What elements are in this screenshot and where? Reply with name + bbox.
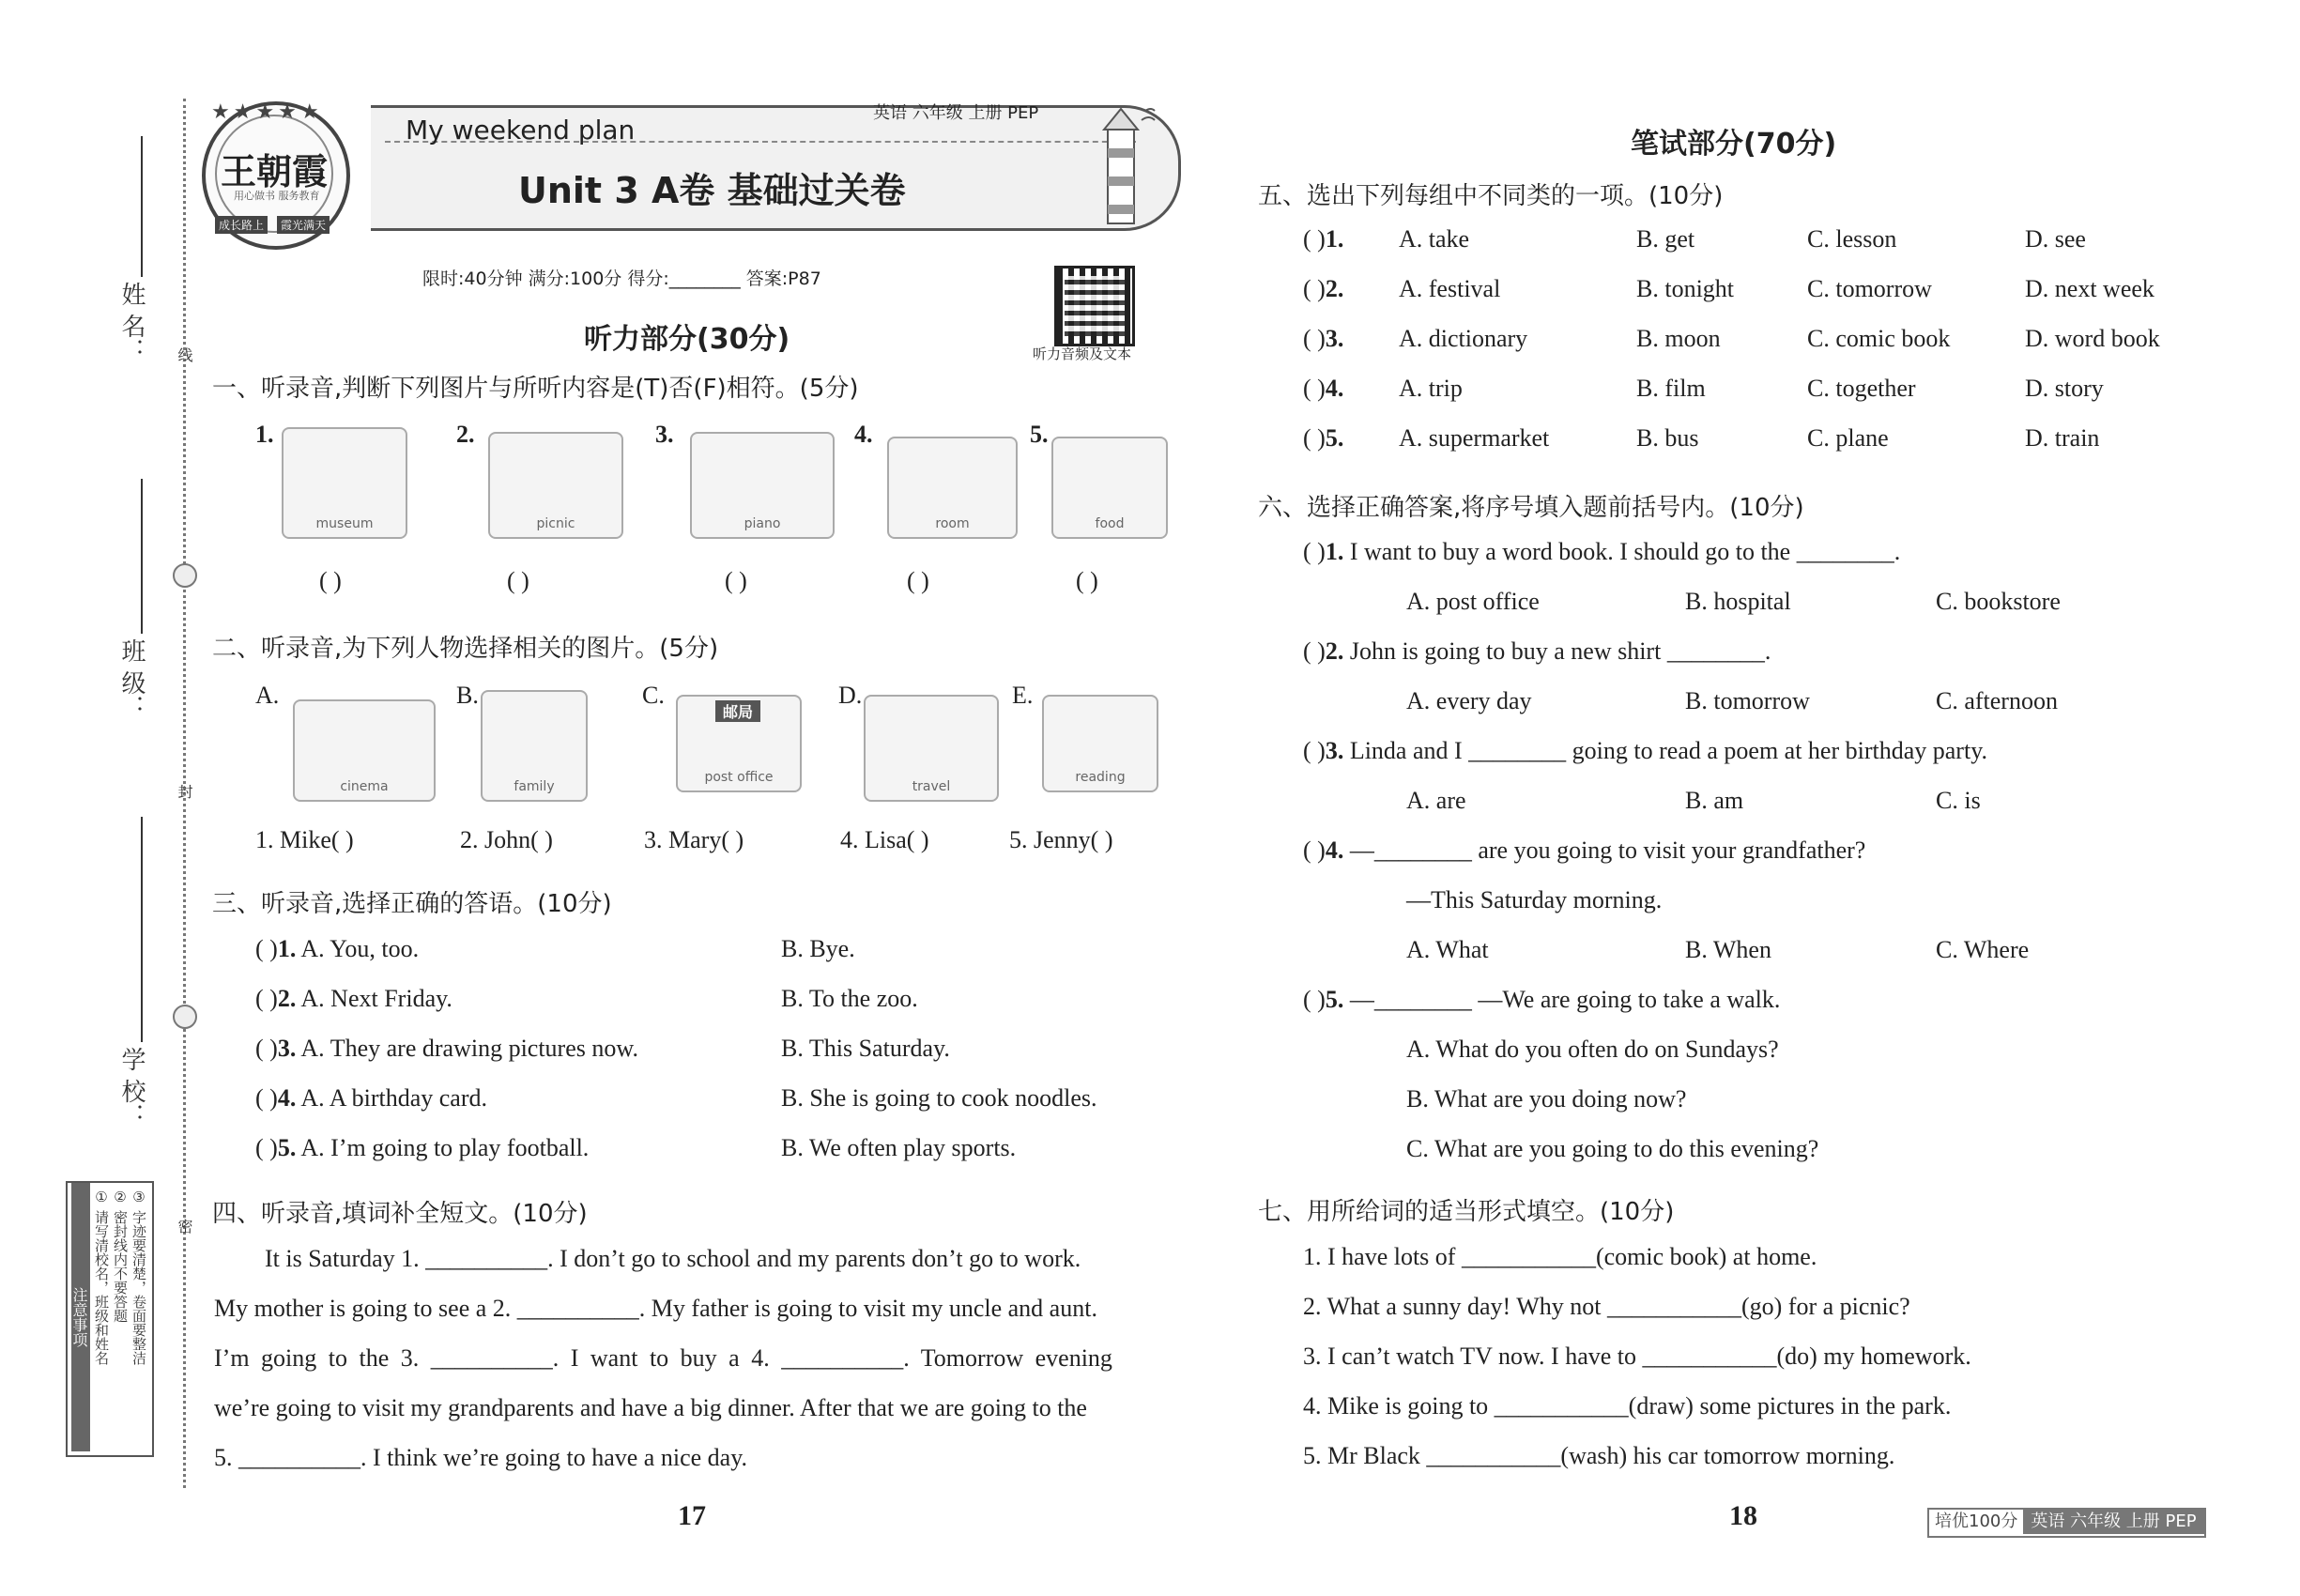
choice-option: B. tomorrow [1685, 687, 1810, 714]
name-field[interactable] [141, 136, 143, 277]
passage-line[interactable]: My mother is going to see a 2. __________. My father is going to visit my uncle and aunt. [214, 1295, 1097, 1322]
item-number: 1. [255, 421, 274, 448]
picture-post-office: 邮局 post office [676, 695, 802, 792]
passage-line: we’re going to visit my grandparents and have a big dinner. After that we are going to the [214, 1394, 1087, 1421]
choice-option: C. comic book [1807, 325, 1951, 352]
option-letter: D. [838, 682, 863, 709]
class-label: 班 级： [117, 638, 146, 720]
notice-item: ① 请写清校名，班级和姓名 [93, 1189, 110, 1365]
answer-paren[interactable]: ( ) [507, 567, 529, 594]
qr-caption: 听力音频及文本 [1033, 345, 1132, 362]
question-row: ( )1. I want to buy a word book. I should go to the ________. [1303, 538, 1901, 565]
item-number: 4. [854, 421, 873, 448]
qr-code-icon[interactable] [1054, 266, 1135, 346]
written-section-title: 笔试部分(70分) [1631, 128, 1837, 161]
picture-picnic: picnic [488, 432, 623, 539]
seal-mark-mi: 密 [176, 1219, 193, 1234]
choice-option: A. post office [1406, 588, 1540, 615]
passage-line[interactable]: I’m going to the 3. __________. I want to buy a 4. __________. Tomorrow evening [214, 1344, 1112, 1372]
match-item[interactable]: 5. Jenny( ) [1009, 826, 1113, 853]
answer-paren[interactable]: ( ) [1303, 986, 1326, 1013]
answer-paren[interactable]: ( ) [725, 567, 747, 594]
answer-paren[interactable]: ( ) [1303, 637, 1326, 665]
question-row: ( )2. John is going to buy a new shirt ________. [1303, 637, 1771, 665]
item-number: 2. [456, 421, 475, 448]
picture-piano: piano [690, 432, 835, 539]
choice-option: B. moon [1636, 325, 1721, 352]
choice-option: C. Where [1936, 936, 2030, 963]
item-number: 3. [655, 421, 674, 448]
section-3-title: 三、听录音,选择正确的答语。(10分) [212, 890, 612, 918]
passage-line[interactable]: 5. __________. I think we’re going to have a nice day. [214, 1444, 748, 1471]
picture-cinema: cinema [293, 699, 436, 802]
notice-item: ② 密封线内不要答题 [112, 1189, 129, 1323]
brand-logo [202, 101, 350, 250]
choice-option: A. dictionary [1399, 325, 1528, 352]
choice-option: B. This Saturday. [781, 1035, 950, 1062]
lighthouse-icon [1080, 101, 1164, 233]
question-row: ( )5. —________ —We are going to take a walk. [1303, 986, 1781, 1013]
answer-paren[interactable]: ( ) [255, 1084, 278, 1112]
section-6-title: 六、选择正确答案,将序号填入题前括号内。(10分) [1258, 494, 1804, 522]
choice-option: A. What [1406, 936, 1489, 963]
question-row: ( )5. [1303, 424, 1344, 452]
question-row: ( )3. [1303, 325, 1344, 352]
choice-option: A. What do you often do on Sundays? [1406, 1036, 1779, 1063]
school-field[interactable] [141, 817, 143, 1042]
option-letter: C. [642, 682, 665, 709]
answer-paren[interactable]: ( ) [1303, 538, 1326, 565]
binding-hole-icon [173, 563, 197, 588]
dialogue-line: —This Saturday morning. [1406, 886, 1663, 913]
choice-option: C. tomorrow [1807, 275, 1932, 302]
question-row: ( )4. [1303, 375, 1344, 402]
picture-room: room [887, 437, 1018, 539]
picture-family: family [481, 690, 588, 802]
answer-paren[interactable]: ( ) [255, 935, 278, 962]
answer-paren[interactable]: ( ) [255, 1134, 278, 1161]
picture-reading: reading [1042, 695, 1158, 792]
binding-hole-icon [173, 1005, 197, 1029]
option-letter: E. [1012, 682, 1034, 709]
question-row: ( )4. —________ are you going to visit your grandfather? [1303, 836, 1866, 864]
choice-option: B. We often play sports. [781, 1134, 1017, 1161]
picture-travel: travel [864, 695, 999, 802]
page-number-right: 18 [1729, 1500, 1757, 1531]
choice-option: C. bookstore [1936, 588, 2061, 615]
choice-option: B. film [1636, 375, 1706, 402]
book-meta: 英语 六年级 上册 PEP [873, 103, 1039, 123]
unit-subtitle: My weekend plan [406, 115, 636, 146]
choice-row: ( )3. A. They are drawing pictures now. [255, 1035, 638, 1062]
footer-brand: 培优100分 [1929, 1510, 2023, 1534]
answer-paren[interactable]: ( ) [1303, 325, 1326, 352]
choice-option: A. take [1399, 225, 1470, 253]
fill-in-row[interactable]: 4. Mike is going to ___________(draw) some pictures in the park. [1303, 1392, 1952, 1420]
choice-row: ( )5. A. I’m going to play football. [255, 1134, 590, 1161]
question-row: ( )1. [1303, 225, 1344, 253]
choice-option: B. hospital [1685, 588, 1791, 615]
option-letter: B. [456, 682, 479, 709]
choice-option: A. are [1406, 787, 1466, 814]
choice-option: B. Bye. [781, 935, 855, 962]
picture-food: food [1051, 437, 1168, 539]
item-number: 5. [1030, 421, 1049, 448]
listening-section-title: 听力部分(30分) [584, 323, 790, 356]
notice-item: ③ 字迹要清楚，卷面要整洁 [130, 1189, 147, 1365]
fill-in-row[interactable]: 1. I have lots of ___________(comic book) at home. [1303, 1243, 1817, 1270]
fill-in-row[interactable]: 5. Mr Black ___________(wash) his car tomorrow morning. [1303, 1442, 1895, 1469]
choice-option: C. plane [1807, 424, 1889, 452]
question-row: ( )2. [1303, 275, 1344, 302]
section-5-title: 五、选出下列每组中不同类的一项。(10分) [1258, 182, 1724, 210]
name-label: 姓 名： [117, 282, 146, 363]
answer-paren[interactable]: ( ) [1303, 225, 1326, 253]
choice-option: D. train [2025, 424, 2100, 452]
section-1-title: 一、听录音,判断下列图片与所听内容是(T)否(F)相符。(5分) [212, 375, 859, 403]
seal-mark-feng: 封 [176, 784, 193, 799]
answer-paren[interactable]: ( ) [255, 985, 278, 1012]
section-4-title: 四、听录音,填词补全短文。(10分) [212, 1200, 588, 1228]
notice-title: 注意事项 [71, 1183, 90, 1451]
page-title: Unit 3 A卷 基础过关卷 [518, 170, 906, 211]
answer-paren[interactable]: ( ) [319, 567, 342, 594]
choice-option: C. together [1807, 375, 1916, 402]
match-item[interactable]: 4. Lisa( ) [840, 826, 929, 853]
question-row: ( )3. Linda and I ________ going to read a poem at her birthday party. [1303, 737, 1988, 764]
school-label: 学 校： [117, 1047, 146, 1128]
match-item[interactable]: 2. John( ) [460, 826, 553, 853]
choice-option: B. When [1685, 936, 1771, 963]
match-item[interactable]: 3. Mary( ) [644, 826, 744, 853]
fill-in-row[interactable]: 2. What a sunny day! Why not ___________(go) for a picnic? [1303, 1293, 1910, 1320]
answer-paren[interactable]: ( ) [1303, 737, 1326, 764]
page-number-left: 17 [678, 1500, 706, 1531]
footer-badge [1927, 1508, 2206, 1538]
logo-tag: 成长路上 [215, 216, 268, 234]
choice-option: B. She is going to cook noodles. [781, 1084, 1097, 1112]
choice-row: ( )1. A. You, too. [255, 935, 420, 962]
answer-paren[interactable]: ( ) [1303, 836, 1326, 864]
choice-option: B. What are you doing now? [1406, 1085, 1687, 1113]
answer-paren[interactable]: ( ) [1076, 567, 1098, 594]
class-field[interactable] [141, 479, 143, 634]
passage-line[interactable]: It is Saturday 1. __________. I don’t go to school and my parents don’t go to work. [265, 1245, 1081, 1272]
answer-paren[interactable]: ( ) [1303, 424, 1326, 452]
choice-option: D. story [2025, 375, 2104, 402]
choice-option: A. festival [1399, 275, 1501, 302]
exam-info: 限时:40分钟 满分:100分 得分:________ 答案:P87 [422, 269, 821, 289]
choice-option: A. supermarket [1399, 424, 1550, 452]
choice-row: ( )4. A. A birthday card. [255, 1084, 487, 1112]
choice-option: C. afternoon [1936, 687, 2058, 714]
match-item[interactable]: 1. Mike( ) [255, 826, 354, 853]
choice-option: C. lesson [1807, 225, 1897, 253]
answer-paren[interactable]: ( ) [255, 1035, 278, 1062]
fill-in-row[interactable]: 3. I can’t watch TV now. I have to ___________(do) my homework. [1303, 1343, 1971, 1370]
choice-option: C. What are you going to do this evening? [1406, 1135, 1819, 1162]
star-icon: ★★★★★ [211, 100, 323, 123]
choice-option: D. word book [2025, 325, 2160, 352]
choice-option: B. am [1685, 787, 1744, 814]
logo-small: 用心做书 服务教育 [234, 190, 320, 202]
choice-option: A. every day [1406, 687, 1532, 714]
answer-paren[interactable]: ( ) [1303, 375, 1326, 402]
choice-option: A. trip [1399, 375, 1463, 402]
choice-option: B. bus [1636, 424, 1699, 452]
post-office-sign: 邮局 [715, 700, 760, 722]
choice-option: C. is [1936, 787, 1981, 814]
picture-museum: museum [282, 427, 407, 539]
notice-box [66, 1181, 154, 1457]
choice-option: D. next week [2025, 275, 2154, 302]
option-letter: A. [255, 682, 280, 709]
logo-tag: 霞光满天 [277, 216, 330, 234]
answer-paren[interactable]: ( ) [907, 567, 929, 594]
choice-option: B. To the zoo. [781, 985, 918, 1012]
section-2-title: 二、听录音,为下列人物选择相关的图片。(5分) [212, 635, 719, 663]
section-7-title: 七、用所给词的适当形式填空。(10分) [1258, 1198, 1675, 1226]
choice-option: B. get [1636, 225, 1695, 253]
choice-option: D. see [2025, 225, 2086, 253]
logo-text: 王朝霞 [221, 151, 329, 192]
answer-paren[interactable]: ( ) [1303, 275, 1326, 302]
seal-mark-xian: 线 [176, 347, 193, 362]
choice-option: B. tonight [1636, 275, 1735, 302]
footer-meta: 英语 六年级 上册 PEP [2023, 1510, 2203, 1534]
choice-row: ( )2. A. Next Friday. [255, 985, 452, 1012]
